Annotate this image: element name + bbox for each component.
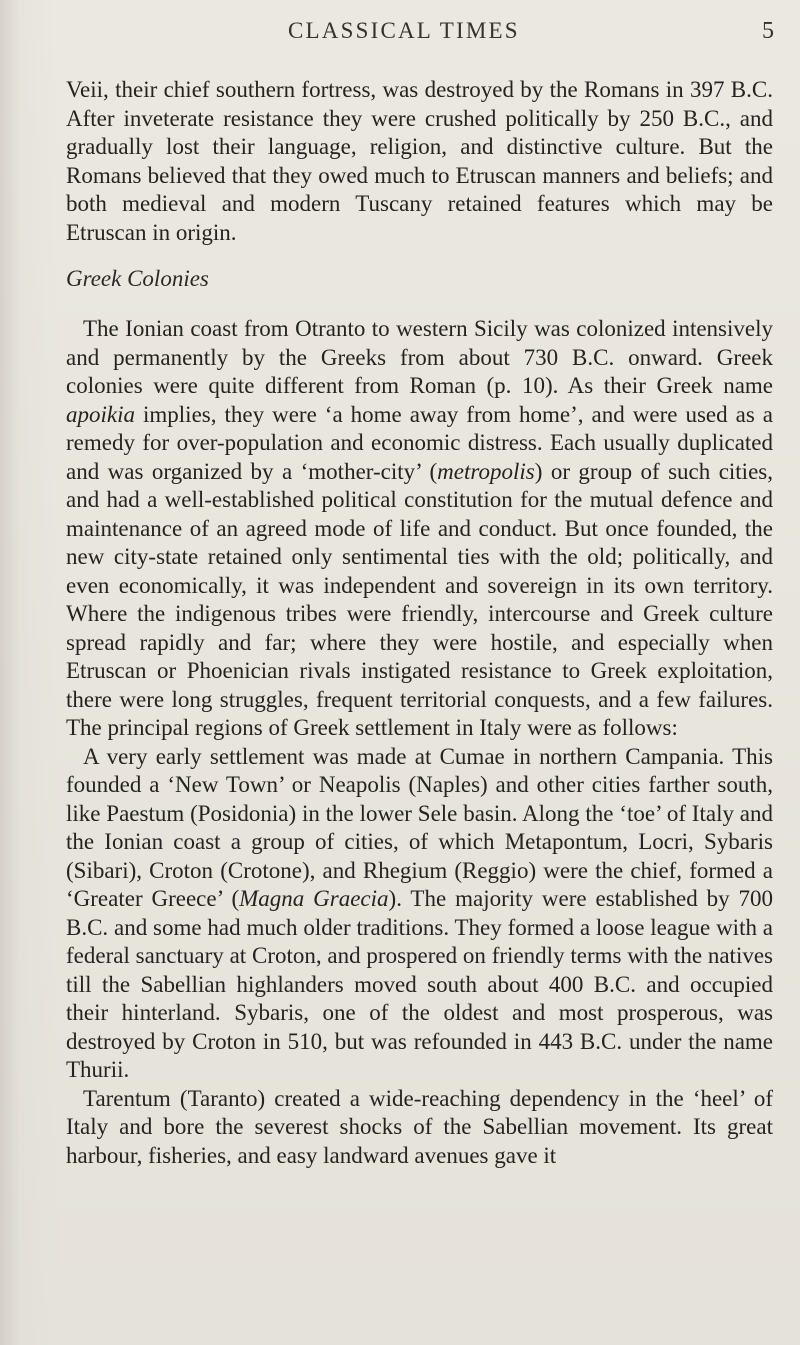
paragraph-text-segment: A very early settlement was made at Cumae in northern Campania. This founded a ‘New Town’ or Neapolis (Naples) and other cities farther south, like Paestum (Posidonia) in the lower Sele basin. Along the ‘toe’ of Italy and the Ionian coast a group of cities, of which Metapontum, Locri, Sybaris (Sibari), Croton (Crotone), and Rhegium (Reggio) were the chief, formed a ‘Greater Greece’ ( (66, 743, 773, 911)
term-apoikia: apoikia (66, 401, 135, 427)
page-header (66, 18, 774, 52)
paragraph-settlements (66, 743, 773, 1085)
page-number: 5 (762, 18, 774, 44)
paragraph-text-segment: ). The majority were established by 700 B.C. and some had much older traditions. They formed a loose league with a federal sanctuary at Croton, and prospered on friendly terms with the natives till the Sabellian highlanders moved south about 400 B.C. and occupied their hinterland. Sybaris, one of the oldest and most prosperous, was destroyed by Croton in 510, but was refounded in 443 B.C. under the name Thurii. (66, 886, 773, 1082)
paragraph-greek-colonies (66, 315, 773, 743)
paragraph-etruscan-decline: Veii, their chief southern fortress, was destroyed by the Romans in 397 B.C. After inveterate resistance they were crushed politically by 250 B.C., and gradually lost their language, religion, and distinctive culture. But the Romans believed that they owed much to Etruscan manners and beliefs; and both medieval and modern Tuscany retained features which may be Etruscan in origin. (66, 77, 773, 245)
paragraph-text-segment: The Ionian coast from Otranto to western Sicily was colonized intensively and permanently by the Greeks from about 730 B.C. onward. Greek colonies were quite different from Roman (p. 10). As their Greek name (66, 316, 773, 398)
section-heading-greek-colonies: Greek Colonies (66, 266, 209, 291)
paragraph-tarentum: Tarentum (Taranto) created a wide-reaching dependency in the ‘heel’ of Italy and bore the severest shocks of the Sabellian movement. Its great harbour, fisheries, and easy landward avenues gave it (66, 1085, 773, 1168)
main-text (66, 76, 773, 1170)
paragraph-text-segment: ) or group of such cities, and had a well-established political constitution for the mutual defence and maintenance of an agreed mode of life and conduct. But once founded, the new city-state retained only sentimental ties with the old; politically, and even economically, it was independent and sovereign in its own territory. Where the indigenous tribes were friendly, intercourse and Greek culture spread rapidly and far; where they were hostile, and especially when Etruscan or Phoenician rivals instigated resistance to Greek exploitation, there were long struggles, frequent territorial conquests, and a few failures. The principal regions of Greek settlement in Italy were as follows: (66, 458, 773, 740)
paragraph-text-segment: implies, they were ‘a home away from home’, and were used as a remedy for over-population and economic distress. Each usually duplicated and was organized by a ‘mother-city’ ( (66, 401, 773, 484)
term-metropolis: metropolis (437, 458, 535, 484)
term-magna-graecia: Magna Graecia (239, 886, 389, 911)
running-head: CLASSICAL TIMES (288, 18, 520, 43)
